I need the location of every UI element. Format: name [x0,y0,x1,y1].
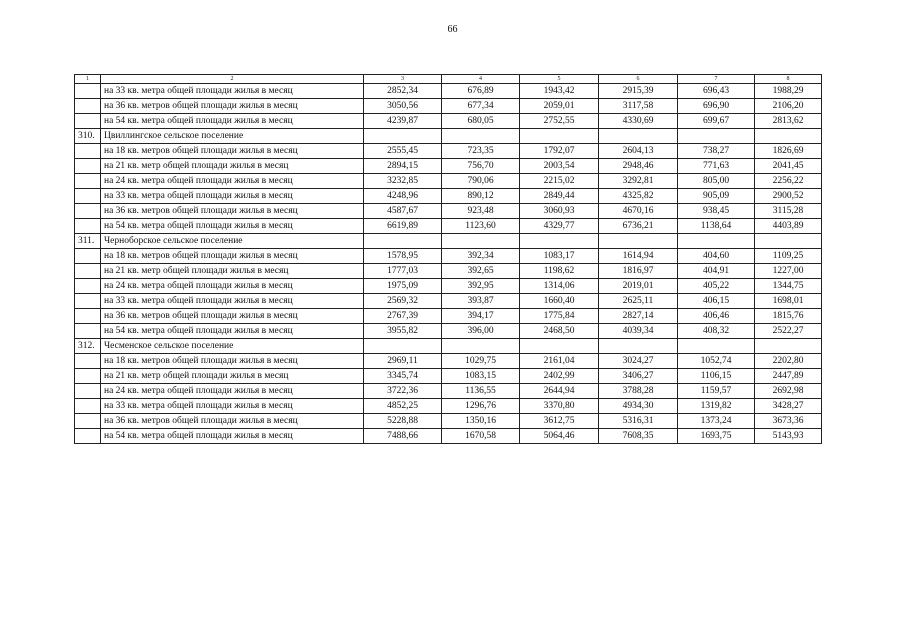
value-cell: 1988,29 [755,84,822,99]
value-cell: 7608,35 [599,429,678,444]
table-row [75,369,822,384]
value-cell: 1670,58 [442,429,520,444]
value-cell: 2106,20 [755,99,822,114]
value-cell: 406,46 [678,309,755,324]
value-cell: 1138,64 [678,219,755,234]
column-number-row [75,75,822,84]
value-cell: 2522,27 [755,324,822,339]
value-cell: 3788,28 [599,384,678,399]
value-cell [520,234,599,249]
section-row [75,339,822,354]
table-body [75,84,822,444]
value-cell: 2852,34 [364,84,442,99]
value-cell: 2969,11 [364,354,442,369]
value-cell: 5143,93 [755,429,822,444]
value-cell: 3117,58 [599,99,678,114]
value-cell: 1693,75 [678,429,755,444]
row-number-cell: 311. [75,234,101,249]
value-cell: 680,05 [442,114,520,129]
value-cell: 1816,97 [599,264,678,279]
description-cell: на 18 кв. метров общей площади жилья в месяц [101,249,364,264]
value-cell [442,339,520,354]
row-number-cell [75,324,101,339]
value-cell: 6736,21 [599,219,678,234]
value-cell [364,339,442,354]
value-cell: 4330,69 [599,114,678,129]
value-cell: 1029,75 [442,354,520,369]
value-cell: 4239,87 [364,114,442,129]
value-cell: 405,22 [678,279,755,294]
description-cell: на 54 кв. метра общей площади жилья в месяц [101,114,364,129]
value-cell: 7488,66 [364,429,442,444]
value-cell: 938,45 [678,204,755,219]
description-cell: на 33 кв. метра общей площади жилья в месяц [101,294,364,309]
column-header: 2 [101,75,364,84]
description-cell: на 33 кв. метра общей площади жилья в месяц [101,189,364,204]
row-number-cell [75,159,101,174]
value-cell: 2202,80 [755,354,822,369]
row-number-cell [75,144,101,159]
value-cell: 2468,50 [520,324,599,339]
value-cell: 1123,60 [442,219,520,234]
column-header: 6 [599,75,678,84]
value-cell: 1159,57 [678,384,755,399]
value-cell: 4587,67 [364,204,442,219]
value-cell: 723,35 [442,144,520,159]
value-cell: 2003,54 [520,159,599,174]
row-number-cell [75,384,101,399]
value-cell: 1660,40 [520,294,599,309]
value-cell: 1109,25 [755,249,822,264]
column-header: 8 [755,75,822,84]
value-cell: 1698,01 [755,294,822,309]
row-number-cell [75,294,101,309]
value-cell: 2915,39 [599,84,678,99]
table-row [75,294,822,309]
value-cell: 805,00 [678,174,755,189]
value-cell: 4670,16 [599,204,678,219]
value-cell [755,234,822,249]
column-header: 3 [364,75,442,84]
value-cell: 738,27 [678,144,755,159]
value-cell: 3060,93 [520,204,599,219]
row-number-cell [75,264,101,279]
value-cell: 3370,80 [520,399,599,414]
value-cell: 1136,55 [442,384,520,399]
table-row [75,249,822,264]
value-cell: 2752,55 [520,114,599,129]
value-cell: 1815,76 [755,309,822,324]
table-row [75,264,822,279]
value-cell: 1975,09 [364,279,442,294]
value-cell: 404,60 [678,249,755,264]
row-number-cell [75,204,101,219]
description-cell: на 33 кв. метра общей площади жилья в месяц [101,399,364,414]
value-cell: 677,34 [442,99,520,114]
value-cell [755,129,822,144]
value-cell: 905,09 [678,189,755,204]
value-cell: 1083,17 [520,249,599,264]
value-cell: 4934,30 [599,399,678,414]
value-cell: 2644,94 [520,384,599,399]
value-cell: 2894,15 [364,159,442,174]
value-cell: 394,17 [442,309,520,324]
value-cell: 2625,11 [599,294,678,309]
value-cell [364,129,442,144]
value-cell [520,129,599,144]
table-row [75,204,822,219]
value-cell: 771,63 [678,159,755,174]
value-cell: 4039,34 [599,324,678,339]
table-row [75,99,822,114]
value-cell: 2555,45 [364,144,442,159]
description-cell: на 36 кв. метров общей площади жилья в месяц [101,414,364,429]
value-cell [599,339,678,354]
value-cell: 408,32 [678,324,755,339]
row-number-cell [75,369,101,384]
value-cell: 3345,74 [364,369,442,384]
value-cell: 2948,46 [599,159,678,174]
value-cell: 1350,16 [442,414,520,429]
value-cell: 1083,15 [442,369,520,384]
value-cell: 1373,24 [678,414,755,429]
description-cell: на 36 кв. метров общей площади жилья в месяц [101,99,364,114]
row-number-cell: 310. [75,129,101,144]
value-cell: 6619,89 [364,219,442,234]
value-cell: 3406,27 [599,369,678,384]
value-cell: 676,89 [442,84,520,99]
section-row [75,234,822,249]
value-cell: 696,90 [678,99,755,114]
value-cell: 2059,01 [520,99,599,114]
value-cell: 2041,45 [755,159,822,174]
value-cell: 3612,75 [520,414,599,429]
value-cell: 699,67 [678,114,755,129]
value-cell [678,234,755,249]
value-cell: 1227,00 [755,264,822,279]
description-cell: на 36 кв. метров общей площади жилья в месяц [101,309,364,324]
value-cell: 1792,07 [520,144,599,159]
value-cell: 2827,14 [599,309,678,324]
value-cell: 923,48 [442,204,520,219]
table-row [75,189,822,204]
table-row [75,399,822,414]
value-cell: 392,34 [442,249,520,264]
value-cell: 3024,27 [599,354,678,369]
table-row [75,159,822,174]
row-number-cell [75,99,101,114]
value-cell: 1052,74 [678,354,755,369]
value-cell: 5064,46 [520,429,599,444]
description-cell: на 18 кв. метров общей площади жилья в месяц [101,354,364,369]
value-cell: 1314,06 [520,279,599,294]
value-cell: 2215,02 [520,174,599,189]
row-number-cell [75,249,101,264]
value-cell: 2813,62 [755,114,822,129]
value-cell: 1106,15 [678,369,755,384]
value-cell: 1319,82 [678,399,755,414]
value-cell: 3955,82 [364,324,442,339]
table-row [75,429,822,444]
value-cell: 2569,32 [364,294,442,309]
value-cell [599,234,678,249]
table-row [75,324,822,339]
value-cell: 2692,98 [755,384,822,399]
value-cell [520,339,599,354]
value-cell: 2402,99 [520,369,599,384]
value-cell [442,234,520,249]
value-cell [364,234,442,249]
description-cell: на 24 кв. метра общей площади жилья в месяц [101,174,364,189]
value-cell: 790,06 [442,174,520,189]
table-row [75,384,822,399]
value-cell: 1614,94 [599,249,678,264]
row-number-cell [75,84,101,99]
column-header: 4 [442,75,520,84]
row-number-cell [75,219,101,234]
value-cell: 5316,31 [599,414,678,429]
description-cell: на 21 кв. метр общей площади жилья в месяц [101,369,364,384]
column-header: 1 [75,75,101,84]
table-row [75,114,822,129]
value-cell: 4329,77 [520,219,599,234]
page-number: 66 [447,24,458,35]
description-cell: на 54 кв. метра общей площади жилья в месяц [101,429,364,444]
value-cell: 3050,56 [364,99,442,114]
value-cell: 4248,96 [364,189,442,204]
table-row [75,414,822,429]
value-cell: 3673,36 [755,414,822,429]
value-cell: 2161,04 [520,354,599,369]
value-cell: 2256,22 [755,174,822,189]
column-header: 5 [520,75,599,84]
description-cell: на 21 кв. метр общей площади жилья в месяц [101,159,364,174]
value-cell: 1943,42 [520,84,599,99]
value-cell [599,129,678,144]
description-cell: на 33 кв. метра общей площади жилья в месяц [101,84,364,99]
table-row [75,174,822,189]
value-cell: 2767,39 [364,309,442,324]
value-cell: 4403,89 [755,219,822,234]
value-cell: 404,91 [678,264,755,279]
value-cell: 2447,89 [755,369,822,384]
description-cell: на 18 кв. метров общей площади жилья в месяц [101,144,364,159]
value-cell [755,339,822,354]
table-row [75,309,822,324]
settlement-name-cell: Цвиллингское сельское поселение [101,129,364,144]
table-row [75,219,822,234]
row-number-cell [75,309,101,324]
settlement-name-cell: Чесменское сельское поселение [101,339,364,354]
table-row [75,354,822,369]
value-cell: 1578,95 [364,249,442,264]
row-number-cell [75,429,101,444]
table-row [75,279,822,294]
value-cell: 406,15 [678,294,755,309]
row-number-cell [75,114,101,129]
value-cell: 890,12 [442,189,520,204]
row-number-cell [75,399,101,414]
value-cell: 1826,69 [755,144,822,159]
value-cell: 393,87 [442,294,520,309]
value-cell: 1775,84 [520,309,599,324]
table-row [75,84,822,99]
value-cell: 2604,13 [599,144,678,159]
value-cell [442,129,520,144]
value-cell: 4325,82 [599,189,678,204]
value-cell: 3292,81 [599,174,678,189]
row-number-cell [75,354,101,369]
section-row [75,129,822,144]
value-cell: 1344,75 [755,279,822,294]
row-number-cell [75,174,101,189]
value-cell: 1777,03 [364,264,442,279]
value-cell: 392,95 [442,279,520,294]
settlement-name-cell: Черноборское сельское поселение [101,234,364,249]
description-cell: на 54 кв. метра общей площади жилья в месяц [101,324,364,339]
value-cell: 4852,25 [364,399,442,414]
value-cell: 2900,52 [755,189,822,204]
value-cell: 1296,76 [442,399,520,414]
row-number-cell [75,279,101,294]
column-header: 7 [678,75,755,84]
description-cell: на 36 кв. метров общей площади жилья в месяц [101,204,364,219]
value-cell: 3428,27 [755,399,822,414]
value-cell: 2849,44 [520,189,599,204]
value-cell: 696,43 [678,84,755,99]
value-cell: 3232,85 [364,174,442,189]
description-cell: на 21 кв. метр общей площади жилья в месяц [101,264,364,279]
value-cell [678,129,755,144]
row-number-cell [75,414,101,429]
row-number-cell [75,189,101,204]
value-cell: 5228,88 [364,414,442,429]
table-row [75,144,822,159]
value-cell: 3722,36 [364,384,442,399]
row-number-cell: 312. [75,339,101,354]
value-cell: 1198,62 [520,264,599,279]
tariff-table [74,74,822,444]
value-cell: 396,00 [442,324,520,339]
description-cell: на 24 кв. метра общей площади жилья в месяц [101,279,364,294]
value-cell: 2019,01 [599,279,678,294]
value-cell: 392,65 [442,264,520,279]
value-cell: 3115,28 [755,204,822,219]
description-cell: на 24 кв. метра общей площади жилья в месяц [101,384,364,399]
value-cell: 756,70 [442,159,520,174]
value-cell [678,339,755,354]
description-cell: на 54 кв. метра общей площади жилья в месяц [101,219,364,234]
